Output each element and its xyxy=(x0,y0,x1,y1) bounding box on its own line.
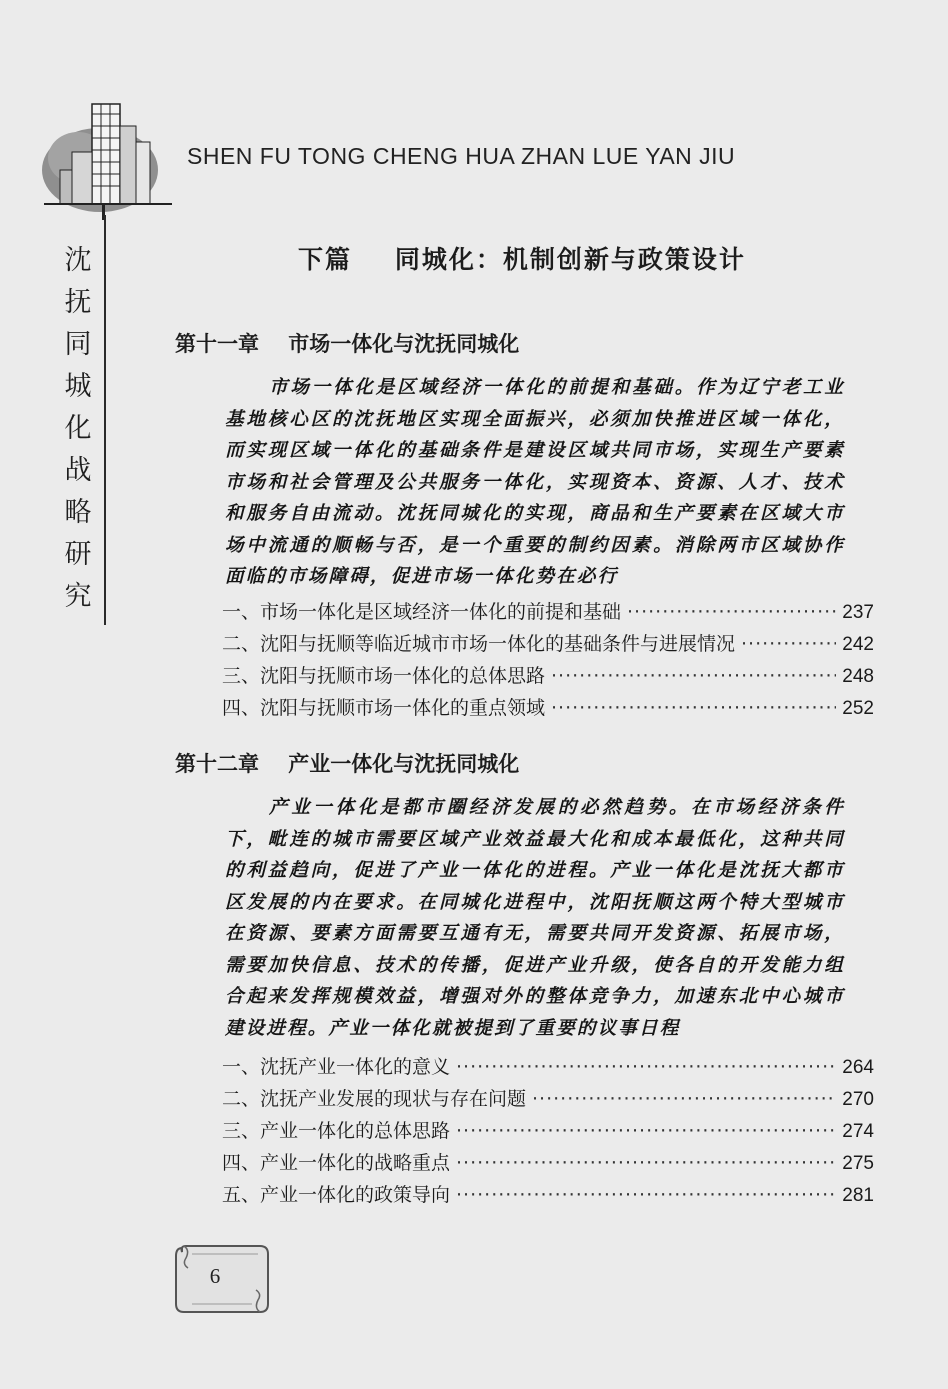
book-title-char: 沈 xyxy=(64,245,92,276)
toc-leader-dots xyxy=(456,1184,836,1206)
toc-leader-dots xyxy=(551,697,836,719)
toc-entry-page: 252 xyxy=(842,698,874,719)
toc-entry-label: 三、产业一体化的总体思路 xyxy=(222,1120,451,1142)
toc-entry[interactable] xyxy=(222,1052,874,1084)
toc-entry-page: 281 xyxy=(842,1185,874,1206)
toc-entry-page: 242 xyxy=(842,634,874,655)
book-title-char: 化 xyxy=(64,413,92,444)
toc-entry[interactable] xyxy=(222,661,874,693)
chapter-12-title: 第十二章 产业一体化与沈抚同城化 xyxy=(175,752,520,776)
chapter-11-toc xyxy=(222,597,874,725)
city-skyline-logo-icon xyxy=(38,98,178,222)
toc-entry[interactable] xyxy=(222,1116,874,1148)
page-number: 6 xyxy=(209,1264,221,1288)
book-title-char: 同 xyxy=(64,329,92,360)
toc-entry-page: 274 xyxy=(842,1121,874,1142)
chapter-11-intro: 市场一体化是区域经济一体化的前提和基础。作为辽宁老工业基地核心区的沈抚地区实现全面振兴，必须加快推进区域一体化，而实现区域一体化的基础条件是建设区域共同市场，实现生产要素市场和社会管理及公共服务一体化，实现资本、资源、人才、技术和服务自由流动。沈抚同城化的实现，商品和生产要素在区域大市场中流通的顺畅与否，是一个重要的制约因素。消除两市区域协作面临的市场障碍，促进市场一体化势在必行 xyxy=(225,377,845,587)
chapter-11-title: 第十一章 市场一体化与沈抚同城化 xyxy=(175,332,520,356)
sidebar-divider xyxy=(104,215,106,625)
toc-entry-page: 264 xyxy=(842,1057,874,1078)
toc-entry[interactable] xyxy=(222,1180,874,1212)
toc-entry[interactable] xyxy=(222,693,874,725)
toc-leader-dots xyxy=(456,1152,836,1174)
toc-entry-label: 四、产业一体化的战略重点 xyxy=(222,1152,451,1174)
toc-entry-page: 275 xyxy=(842,1153,874,1174)
toc-entry[interactable] xyxy=(222,1084,874,1116)
toc-leader-dots xyxy=(456,1056,836,1078)
toc-entry-label: 三、沈阳与抚顺市场一体化的总体思路 xyxy=(222,665,546,687)
toc-leader-dots xyxy=(532,1088,836,1110)
toc-entry-label: 一、沈抚产业一体化的意义 xyxy=(222,1056,451,1078)
book-title-char: 抚 xyxy=(64,287,92,318)
toc-entry[interactable] xyxy=(222,597,874,629)
toc-leader-dots xyxy=(456,1120,836,1142)
chapter-12-toc xyxy=(222,1052,874,1212)
toc-entry-page: 270 xyxy=(842,1089,874,1110)
book-title-char: 城 xyxy=(64,371,92,402)
book-title-char: 研 xyxy=(64,539,92,570)
toc-entry-label: 四、沈阳与抚顺市场一体化的重点领域 xyxy=(222,697,546,719)
book-title-char: 战 xyxy=(64,455,92,486)
running-head: SHEN FU TONG CHENG HUA ZHAN LUE YAN JIU xyxy=(187,143,736,169)
toc-leader-dots xyxy=(627,601,836,623)
part-title: 下篇 同城化：机制创新与政策设计 xyxy=(298,245,746,274)
toc-entry-label: 五、产业一体化的政策导向 xyxy=(222,1184,451,1206)
vertical-book-title xyxy=(58,240,98,618)
toc-entry[interactable] xyxy=(222,1148,874,1180)
toc-entry-label: 二、沈阳与抚顺等临近城市市场一体化的基础条件与进展情况 xyxy=(222,633,736,655)
book-title-char: 略 xyxy=(64,497,92,528)
toc-entry-label: 一、市场一体化是区域经济一体化的前提和基础 xyxy=(222,601,622,623)
toc-leader-dots xyxy=(551,665,836,687)
book-title-char: 究 xyxy=(64,581,92,612)
chapter-12-intro: 产业一体化是都市圈经济发展的必然趋势。在市场经济条件下，毗连的城市需要区域产业效益最大化和成本最低化，这种共同的利益趋向，促进了产业一体化的进程。产业一体化是沈抚大都市区发展的内在要求。在同城化进程中，沈阳抚顺这两个特大型城市在资源、要素方面需要互通有无，需要共同开发资源、拓展市场，需要加快信息、技术的传播，促进产业升级，使各自的开发能力组合起来发挥规模效益，增强对外的整体竞争力，加速东北中心城市建设进程。产业一体化就被提到了重要的议事日程 xyxy=(225,797,845,1039)
toc-entry[interactable] xyxy=(222,629,874,661)
toc-entry-page: 237 xyxy=(842,602,874,623)
toc-entry-page: 248 xyxy=(842,666,874,687)
toc-leader-dots xyxy=(741,633,836,655)
toc-entry-label: 二、沈抚产业发展的现状与存在问题 xyxy=(222,1088,527,1110)
